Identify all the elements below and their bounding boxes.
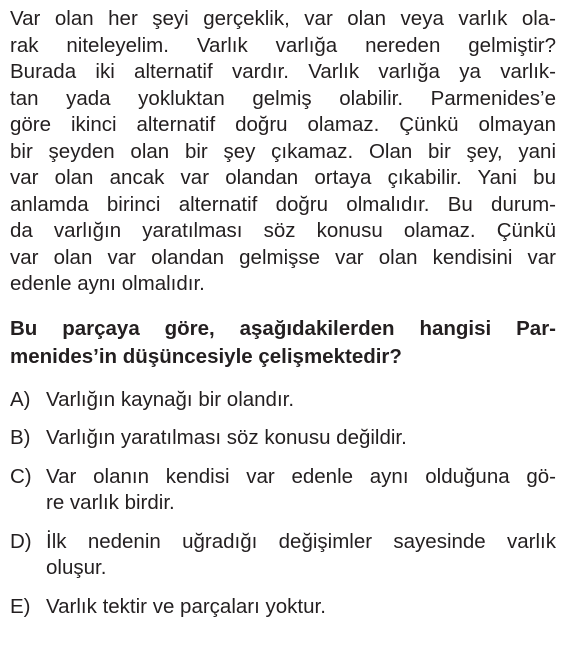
option-text [46,594,556,621]
passage-text [10,6,556,298]
option-e[interactable] [10,594,556,621]
option-d[interactable] [10,529,556,582]
passage-line: tan yada yokluktan gelmiş olabilir. Parmenides’e [10,86,556,110]
option-b[interactable] [10,425,556,452]
option-letter: A) [10,387,31,411]
option-letter: D) [10,529,32,553]
option-line: İlk nedenin uğradığı değişimler sayesinde varlık [46,529,556,553]
passage-line: bir şeyden olan bir şey çıkamaz. Olan bir şey, yani [10,139,556,163]
option-line: Varlık tektir ve parçaları yoktur. [46,594,326,618]
passage-line: Var olan her şeyi gerçeklik, var olan veya varlık ola- [10,7,556,30]
answer-options [10,387,556,621]
question-stem [10,315,556,371]
option-a[interactable] [10,387,556,414]
passage-line: edenle aynı olmalıdır. [10,272,205,295]
option-line: Varlığın yaratılması söz konusu değildir. [46,426,407,449]
option-letter: B) [10,426,31,449]
passage-line: da varlığın yaratılması söz konusu olamaz. Çünkü [10,219,556,242]
passage-line: göre ikinci alternatif doğru olamaz. Çünkü olmayan [10,113,556,136]
option-line: Varlığın kaynağı bir olandır. [46,387,295,411]
option-c[interactable] [10,464,556,517]
option-line: re varlık birdir. [46,491,175,514]
passage-line: anlamda birinci alternatif doğru olmalıdır. Bu durum- [10,192,556,216]
passage-line: var olan var olandan gelmişse var olan kendisini var [10,245,556,269]
option-line: oluşur. [46,556,107,579]
option-letter: C) [10,464,32,488]
passage-line: Burada iki alternatif vardır. Varlık varlığa ya varlık- [10,60,556,83]
option-text [46,529,556,582]
passage-line: rak niteleyelim. Varlık varlığa nereden gelmiştir? [10,33,556,57]
option-text [46,387,556,414]
question-line: menides’in düşüncesiyle çelişmektedir? [10,344,402,368]
option-letter: E) [10,594,31,618]
option-text [46,464,556,517]
question-line: Bu parçaya göre, aşağıdakilerden hangisi Par- [10,316,556,340]
option-text [46,425,556,452]
option-line: Var olanın kendisi var edenle aynı olduğuna gö- [46,464,556,488]
passage-line: var olan ancak var olandan ortaya çıkabilir. Yani bu [10,166,556,189]
